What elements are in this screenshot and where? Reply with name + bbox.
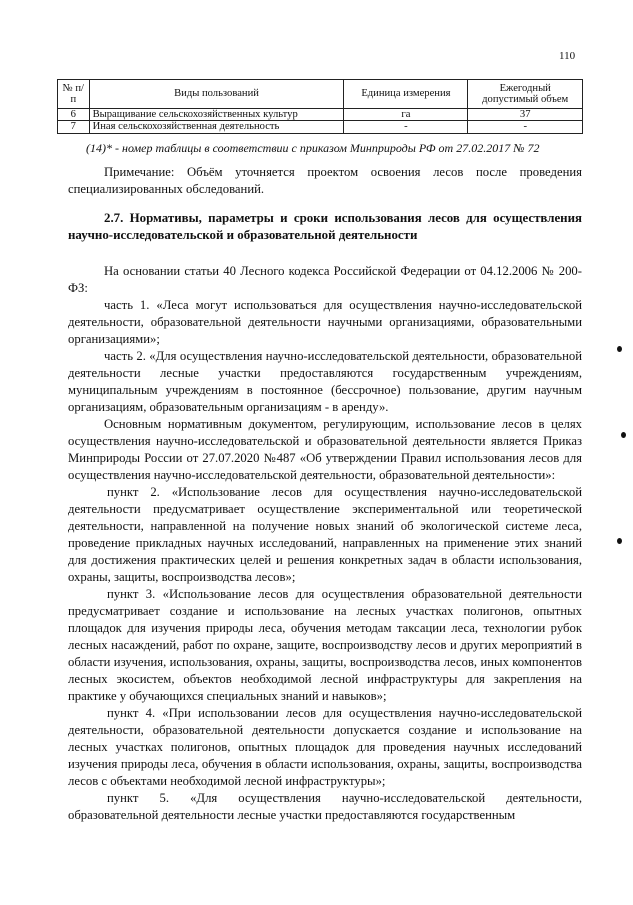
binding-hole-mark — [621, 432, 626, 438]
section-body — [68, 263, 582, 824]
cell-unit: га — [344, 109, 468, 121]
table-footnote: (14)* - номер таблицы в соответствии с приказом Минприроды РФ от 27.02.2017 № 72 — [86, 141, 540, 155]
header-volume: Ежегодный допустимый объем — [468, 80, 583, 109]
cell-kind: Иная сельскохозяйственная деятельность — [89, 121, 344, 133]
table-row — [58, 109, 583, 121]
intro-paragraph: На основании статьи 40 Лесного кодекса Российской Федерации от 04.12.2006 № 200-ФЗ: — [68, 264, 582, 295]
table-header-row — [58, 80, 583, 109]
item4-paragraph: пункт 4. «При использовании лесов для осуществления научно-исследовательской деятельности, образовательной деятельности допускается создание и использование на лесных участках полигонов, опытных площадок для проведения научных исследований изучения природы леса, обучения в области использования, охраны, защиты, воспроизводства лесов с объектами необходимой лесной инфраструктуры»; — [68, 706, 582, 788]
header-unit: Единица измерения — [344, 80, 468, 109]
cell-volume: - — [468, 121, 583, 133]
cell-kind: Выращивание сельскохозяйственных культур — [89, 109, 344, 121]
header-kind: Виды пользований — [89, 80, 344, 109]
part1-paragraph: часть 1. «Леса могут использоваться для осуществления научно-исследовательской деятельности, образовательной деятельности научными организациями, образовательными организациями»; — [68, 298, 582, 346]
cell-num: 7 — [58, 121, 90, 133]
main-document-paragraph: Основным нормативным документом, регулирующим, использование лесов в целях осуществления научно-исследовательской и образовательной деятельности является Приказ Минприроды России от 27.07.2020 №487 «Об утверждении Правил использования лесов для осуществления научно-исследовательской деятельности, образовательной деятельности»: — [68, 417, 582, 482]
remark-paragraph: Примечание: Объём уточняется проектом освоения лесов после проведения специализированных обследований. — [68, 165, 582, 196]
item2-paragraph: пункт 2. «Использование лесов для осуществления научно-исследовательской деятельности предусматривает осуществление экспериментальной или теоретической деятельности, направленной на получение новых знаний об экологической системе леса, проведение прикладных научных исследований, направленных на применение этих знаний для достижения практических целей и решения конкретных задач в области использования, охраны, защиты, воспроизводства лесов»; — [68, 485, 582, 584]
item5-paragraph: пункт 5. «Для осуществления научно-исследовательской деятельности, образовательной деятельности лесные участки предоставляются государственным — [68, 791, 582, 822]
cell-volume: 37 — [468, 109, 583, 121]
cell-unit: - — [344, 121, 468, 133]
section-heading: 2.7. Нормативы, параметры и сроки использования лесов для осуществления научно-исследовательской и образовательной деятельности — [68, 211, 582, 242]
binding-hole-mark — [617, 538, 622, 544]
header-num: № п/п — [58, 80, 90, 109]
page-number: 110 — [559, 50, 576, 62]
cell-num: 6 — [58, 109, 90, 121]
part2-paragraph: часть 2. «Для осуществления научно-исследовательской деятельности, образовательной деятельности лесные участки предоставляются государственным учреждениям, муниципальным учреждениям в постоянное (бессрочное) пользование, другим научным организациям, образовательным организациям - в аренду». — [68, 349, 582, 414]
binding-hole-mark — [617, 346, 622, 352]
table-row — [58, 121, 583, 133]
remark-block — [68, 164, 582, 198]
item3-paragraph: пункт 3. «Использование лесов для осуществления образовательной деятельности предусматривает создание и использование на лесных участках полигонов, опытных площадок для изучения природы леса, обучения методам таксации леса, технологии рубок лесных насаждений, работ по охране, защите, воспроизводству лесов и других мероприятий в области изучения, использования, охраны, защиты, воспроизводства лесов, иных компонентов лесных экосистем, объектов необходимой лесной инфраструктуры для закрепления на практике у обучающихся специальных знаний и навыков»; — [68, 587, 582, 703]
forest-use-table — [57, 79, 583, 134]
